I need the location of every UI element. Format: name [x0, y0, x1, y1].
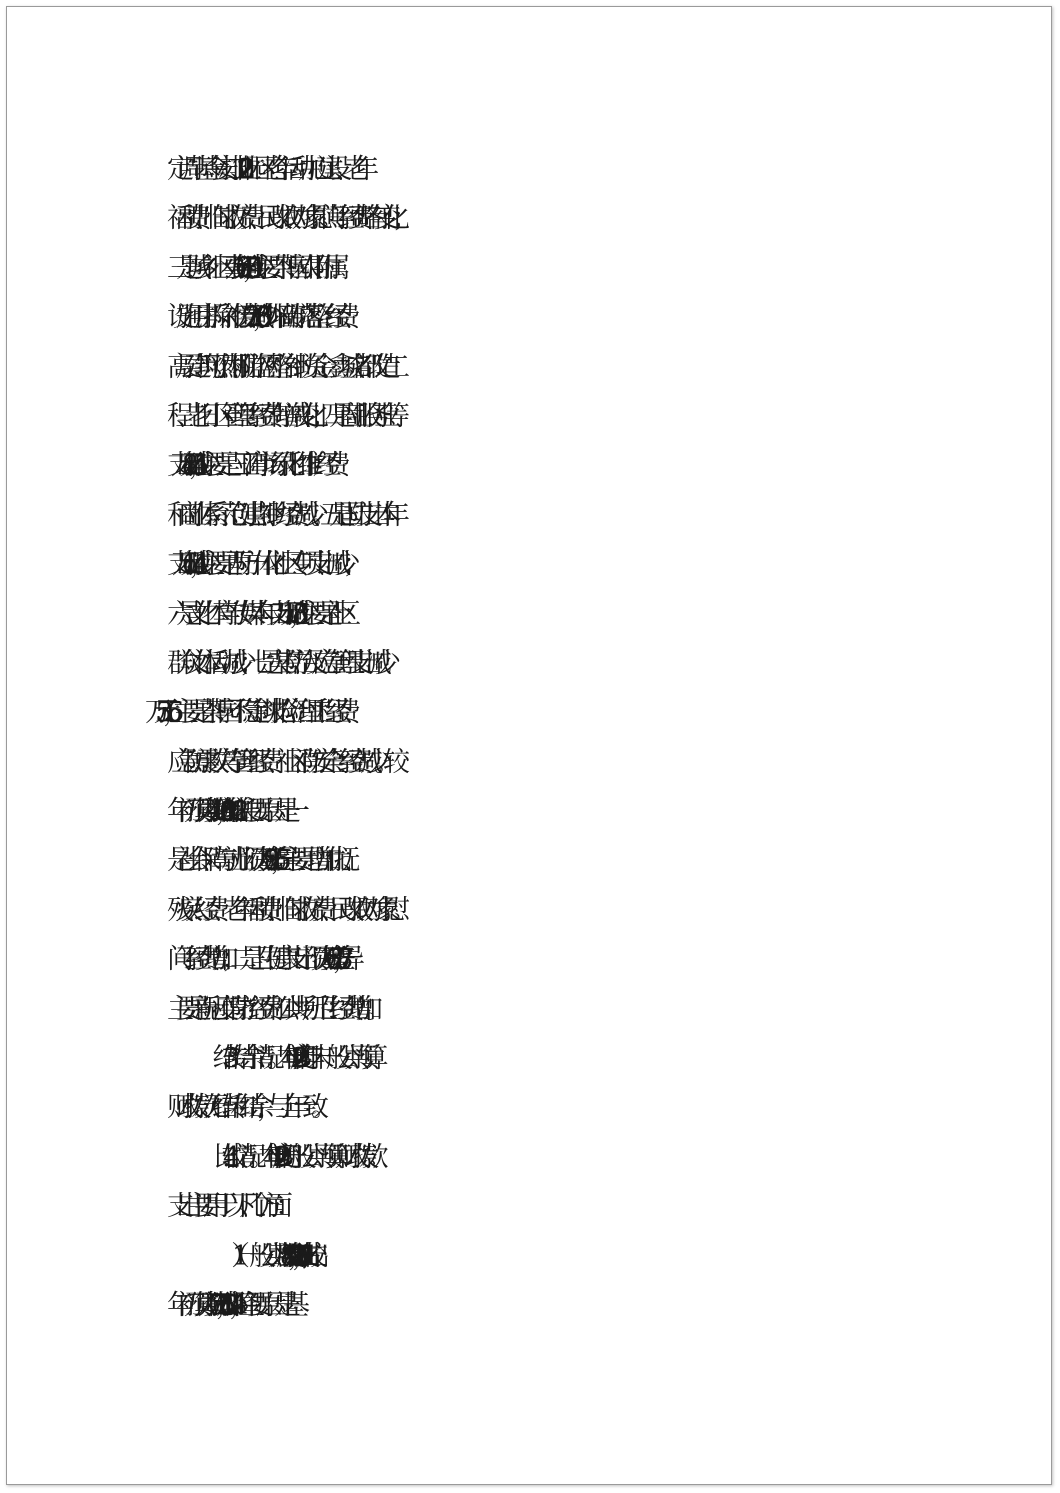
text-line: 程、老旧小区管理等经费有增减变化；四是商业服务业等 [167, 400, 392, 432]
text-line: 年初预算数减少 151.70 万元，下降 11.3%，主要原因是基 [167, 1289, 292, 1321]
text-line: 财政拨款无结转和结余，与上年一致。 [167, 1092, 320, 1124]
text-line: 应急防震救灾等管理经费、社区消防安全等经费减少。较 [167, 746, 392, 778]
document-page [6, 6, 1052, 1485]
text-line: 支出减少 14.16 万元，主要是两防一体化社区专项支出减少； [167, 549, 352, 581]
text-line: 福利费、临时救济费、民政救助对象慰问等经费略有变化； [167, 203, 401, 235]
text-line: 支出减少 145.84 万元，主要是三亚湾市场绿化和维护经费 [167, 450, 333, 482]
text-line: 3.结转结余情况。本部门 2022 年度年末一般公共预算 [223, 1043, 371, 1075]
text-line: 4.比较情况。本部门 2022 年度一般公共预算财政拨款 [223, 1141, 371, 1173]
text-line: 主要是新冠疫情防控经费和公共场所卫生经费增加。 [167, 993, 374, 1025]
text-line: 残疾人经费、老年福利费、临时救济费、民政救助对象慰 [167, 894, 392, 926]
text-line: 群众文体活动减少；七是灾害防治及应急管理支出减少 [167, 647, 383, 679]
text-line: 65.35 万元，主要是茶博园不稳定斜坡抢险治理工程经费、 [167, 697, 352, 729]
text-line: （1）一般公共服务支出 1,192.48 万元，占 16.9%，较 [223, 1240, 310, 1272]
text-line: 是社会保障与就业预决算差异 56.89 万元，主要是增加优抚、 [167, 845, 352, 877]
text-line: 三是城乡社区事务减少 459.26 万元，主要茶博园农用附属 [167, 252, 333, 284]
text-line: 和商业体系示范创建点补助经费减少。五是国防支出本年 [167, 499, 392, 531]
text-line: 年初预算数增加 896.14 万元，增长 12.1%。主要原因是一 [167, 796, 292, 828]
text-line: 设施用房拆除补偿费减少 568.2 万元，外墙砖脱落整治经费、 [167, 302, 352, 334]
text-line: 问等经费增加；二是卫生健康支出预决算差异 778.86 万元， [167, 944, 342, 976]
text-line: 定调节基金安排、2022 工业园区老年活动中心建设、老年 [167, 154, 362, 185]
document-body [167, 145, 927, 1330]
text-line: 高层建筑可燃雨棚防盗网整治补助资金、鑫城名都改造工 [167, 351, 392, 383]
text-line: 支出主要用于以下几个方面： [167, 1191, 284, 1223]
text-line: 六是文化体育与传媒本年支出减少 58.1 万元，主要是社区 [167, 598, 344, 630]
